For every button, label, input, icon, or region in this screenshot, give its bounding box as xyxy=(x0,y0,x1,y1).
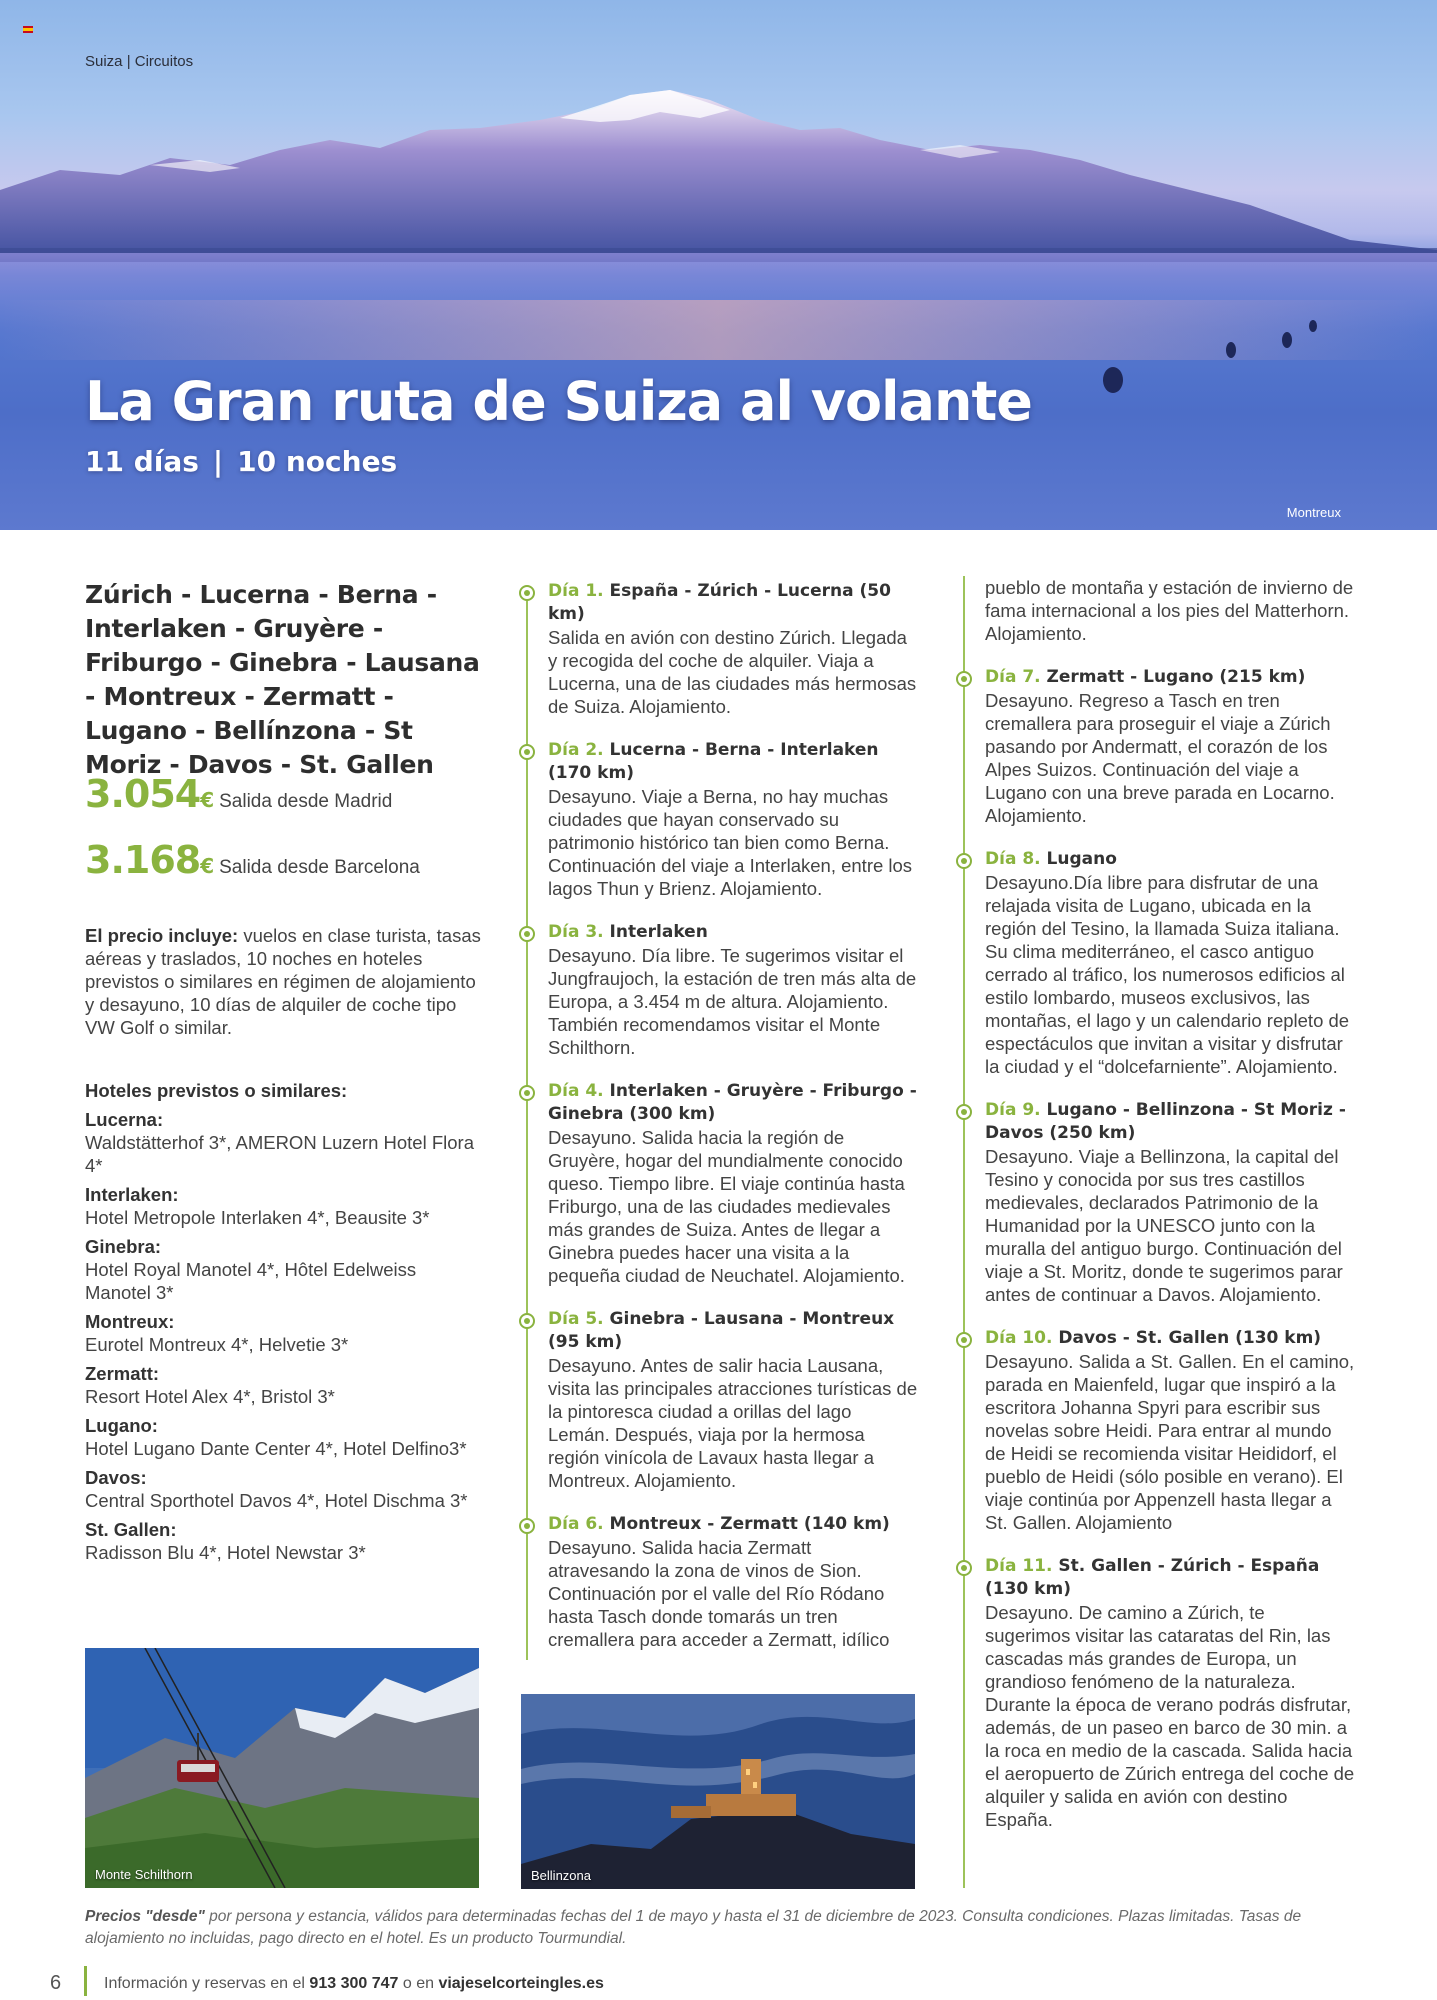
itinerary-day xyxy=(955,848,1355,1078)
day-heading xyxy=(548,580,918,626)
itinerary-day xyxy=(518,739,918,900)
itinerary-day xyxy=(518,1513,918,1651)
hotels-list xyxy=(85,1108,485,1570)
hotel-item xyxy=(85,1310,485,1356)
hotel-city: Ginebra: xyxy=(85,1236,162,1257)
hotel-names: Radisson Blu 4*, Hotel Newstar 3* xyxy=(85,1542,366,1563)
day-heading xyxy=(548,921,918,944)
itinerary-column-2 xyxy=(955,576,1355,1888)
timeline-dot-icon xyxy=(956,1104,972,1120)
day-description: Desayuno. Viaje a Berna, no hay muchas ciudades que hayan conservado su patrimonio histórico tan bien como Berna. Continuación del viaje a Interlaken, entre los lagos Thun y Brienz. Alojamiento. xyxy=(548,786,913,899)
hotel-item xyxy=(85,1108,485,1177)
website-link[interactable]: viajeselcorteingles.es xyxy=(438,1975,604,1992)
disclaimer-bold: Precios "desde" xyxy=(85,1908,205,1925)
price-includes xyxy=(85,924,485,1039)
itinerary-day xyxy=(955,1327,1355,1534)
timeline-dot-icon xyxy=(956,1332,972,1348)
day-description: Desayuno. Regreso a Tasch en tren cremallera para proseguir el viaje a Zúrich pasando por Andermatt, el corazón de los Alpes Suizos. Continuación del viaje a Lugano con una breve parada en Locarno. Alojamiento. xyxy=(985,690,1335,826)
photo-caption: Bellinzona xyxy=(531,1868,591,1883)
duration-separator: | xyxy=(212,445,224,478)
day-heading xyxy=(985,848,1355,871)
timeline-dot-icon xyxy=(956,853,972,869)
day-title: Interlaken xyxy=(609,922,708,942)
hotel-city: Lucerna: xyxy=(85,1109,164,1130)
itinerary-day xyxy=(955,666,1355,827)
hotel-names: Eurotel Montreux 4*, Helvetie 3* xyxy=(85,1334,349,1355)
hotel-item xyxy=(85,1183,485,1229)
day-title: Lugano - Bellinzona - St Moriz - Davos (250 km) xyxy=(985,1100,1346,1143)
hotel-item xyxy=(85,1518,485,1564)
hotel-names: Hotel Royal Manotel 4*, Hôtel Edelweiss Manotel 3* xyxy=(85,1259,417,1303)
page-number: 6 xyxy=(50,1972,62,1994)
day-description: Desayuno. Día libre. Te sugerimos visitar el Jungfraujoch, la estación de tren más alta de Europa, a 3.454 m de altura. Alojamiento. También recomendamos visitar el Monte Schilthorn. xyxy=(548,945,917,1058)
timeline-dot-icon xyxy=(519,744,535,760)
hero-image xyxy=(0,0,1437,530)
day-title: Lucerna - Berna - Interlaken (170 km) xyxy=(548,740,879,783)
hotel-item xyxy=(85,1362,485,1408)
day-description: Desayuno. Antes de salir hacia Lausana, visita las principales atracciones turísticas de la pintoresca ciudad a orillas del lago Lemán. Después, viaja por la hermosa región vinícola de Lavaux hasta llegar a Montreux. Alojamiento. xyxy=(548,1355,918,1491)
day-heading xyxy=(985,1099,1355,1145)
hotel-item xyxy=(85,1414,485,1460)
price-disclaimer xyxy=(85,1906,1365,1950)
day-number: Día 8. xyxy=(985,849,1041,869)
hotel-city: St. Gallen: xyxy=(85,1519,177,1540)
timeline-dot-icon xyxy=(519,1085,535,1101)
hotel-names: Waldstätterhof 3*, AMERON Luzern Hotel Flora 4* xyxy=(85,1132,474,1176)
timeline-dot-icon xyxy=(519,1518,535,1534)
itinerary-column-1 xyxy=(518,580,918,1660)
day-number: Día 4. xyxy=(548,1081,604,1101)
price-barcelona xyxy=(85,838,420,882)
hotels-heading: Hoteles previstos o similares: xyxy=(85,1080,348,1101)
hotel-city: Davos: xyxy=(85,1467,147,1488)
hotel-names: Resort Hotel Alex 4*, Bristol 3* xyxy=(85,1386,335,1407)
day-heading xyxy=(985,666,1355,689)
day-heading xyxy=(985,1327,1355,1350)
price-departure: Salida desde Madrid xyxy=(219,791,393,812)
day-description: Desayuno. Viaje a Bellinzona, la capital del Tesino y conocida por sus tres castillos medievales, declarados Patrimonio de la Humanidad por la UNESCO junto con la muralla del antiguo burgo. Continuación del viaje a St. Moritz, donde te sugerimos parar antes de continuar a Davos. Alojamiento. xyxy=(985,1146,1343,1305)
itinerary-day xyxy=(518,921,918,1059)
phone-number[interactable]: 913 300 747 xyxy=(309,1975,399,1992)
day-title: Interlaken - Gruyère - Friburgo - Ginebra (300 km) xyxy=(548,1081,917,1124)
hotel-names: Hotel Metropole Interlaken 4*, Beausite 3* xyxy=(85,1207,430,1228)
footer-divider xyxy=(84,1966,87,1996)
timeline-dot-icon xyxy=(956,671,972,687)
day-number: Día 5. xyxy=(548,1309,604,1329)
itinerary-day xyxy=(518,1080,918,1287)
day-number: Día 3. xyxy=(548,922,604,942)
day-number: Día 6. xyxy=(548,1514,604,1534)
hotel-item xyxy=(85,1466,485,1512)
day-title: Davos - St. Gallen (130 km) xyxy=(1058,1328,1322,1348)
day-number: Día 1. xyxy=(548,581,604,601)
bellinzona-photo xyxy=(521,1694,915,1889)
price-departure: Salida desde Barcelona xyxy=(219,857,420,878)
day-number: Día 11. xyxy=(985,1556,1053,1576)
route-heading: Zúrich - Lucerna - Berna - Interlaken - Gruyère - Friburgo - Ginebra - Lausana - Montreux - Zermatt - Lugano - Bellínzona - St Moriz - Davos - St. Gallen xyxy=(85,580,480,779)
timeline-dot-icon xyxy=(956,1560,972,1576)
duration-days: 11 días xyxy=(85,445,199,478)
day-number: Día 10. xyxy=(985,1328,1053,1348)
hotel-names: Central Sporthotel Davos 4*, Hotel Dischma 3* xyxy=(85,1490,468,1511)
price-amount: 3.168 xyxy=(85,838,201,882)
footer-contact xyxy=(104,1975,604,1993)
itinerary-day xyxy=(955,1555,1355,1831)
hotel-city: Lugano: xyxy=(85,1415,158,1436)
photo-caption: Monte Schilthorn xyxy=(95,1867,193,1882)
spain-flag-icon xyxy=(23,26,33,33)
hotel-city: Montreux: xyxy=(85,1311,175,1332)
day-heading xyxy=(548,1080,918,1126)
day-title: Zermatt - Lugano (215 km) xyxy=(1046,667,1306,687)
day-title: Lugano xyxy=(1046,849,1117,869)
day-description-continued: pueblo de montaña y estación de invierno de fama internacional a los pies del Matterhorn. Alojamiento. xyxy=(985,577,1354,644)
price-currency: € xyxy=(200,854,215,878)
hotel-names: Hotel Lugano Dante Center 4*, Hotel Delfino3* xyxy=(85,1438,467,1459)
hero-photo-caption: Montreux xyxy=(1286,505,1341,520)
day-description: Desayuno. Salida a St. Gallen. En el camino, parada en Maienfeld, lugar que inspiró a la escritora Johanna Spyri para escribir sus novelas sobre Heidi. Para entrar al mundo de Heidi se recomienda visitar Heididorf, el pueblo de Heidi (sólo posible en verano). El viaje continúa por Appenzell hasta llegar a St. Gallen. Alojamiento xyxy=(985,1351,1355,1533)
cable-car-landscape xyxy=(85,1648,479,1888)
breadcrumb: Suiza | Circuitos xyxy=(85,53,194,70)
trip-duration xyxy=(85,445,397,478)
price-includes-text: vuelos en clase turista, tasas aéreas y traslados, 10 noches en hoteles previstos o similares en régimen de alojamiento y desayuno, 10 días de alquiler de coche tipo VW Golf o similar. xyxy=(85,925,481,1038)
day-title: España - Zúrich - Lucerna (50 km) xyxy=(548,581,891,624)
day-description: Desayuno. De camino a Zúrich, te sugerimos visitar las cataratas del Rin, las cascadas más grandes de Europa, un grandioso fenómeno de la naturaleza. Durante la época de verano podrás disfrutar, además, de un paseo en barco de 30 min. a la roca en medio de la cascada. Salida hacia el aeropuerto de Zúrich entrega del coche de alquiler y salida en avión con destino España. xyxy=(985,1602,1355,1830)
timeline-dot-icon xyxy=(519,926,535,942)
price-madrid xyxy=(85,772,392,816)
hotel-city: Zermatt: xyxy=(85,1363,160,1384)
day-description: Desayuno. Salida hacia la región de Gruyère, hogar del mundialmente conocido queso. Tiempo libre. El viaje continúa hasta Friburgo, una de las ciudades medievales más grandes de Suiza. Antes de llegar a Ginebra puedes hacer una visita a la pequeña ciudad de Neuchatel. Alojamiento. xyxy=(548,1127,905,1286)
castle-night-landscape xyxy=(521,1694,915,1889)
day-heading xyxy=(548,1308,918,1354)
itinerary-day xyxy=(518,1308,918,1492)
day-number: Día 2. xyxy=(548,740,604,760)
day-heading xyxy=(985,1555,1355,1601)
day-description: Salida en avión con destino Zúrich. Llegada y recogida del coche de alquiler. Viaja a Lucerna, una de las ciudades más hermosas de Suiza. Alojamiento. xyxy=(548,627,917,717)
price-amount: 3.054 xyxy=(85,772,201,816)
footer-info-prefix: Información y reservas en el xyxy=(104,1975,310,1992)
page-title: La Gran ruta de Suiza al volante xyxy=(85,370,1032,433)
hotel-item xyxy=(85,1235,485,1304)
timeline-dot-icon xyxy=(519,1313,535,1329)
day-title: Montreux - Zermatt (140 km) xyxy=(609,1514,890,1534)
day-number: Día 9. xyxy=(985,1100,1041,1120)
hotel-city: Interlaken: xyxy=(85,1184,179,1205)
day-heading xyxy=(548,739,918,785)
itinerary-day xyxy=(518,580,918,718)
duration-nights: 10 noches xyxy=(237,445,398,478)
footer-info-middle: o en xyxy=(398,1975,439,1992)
day-number: Día 7. xyxy=(985,667,1041,687)
day-description: Desayuno.Día libre para disfrutar de una relajada visita de Lugano, ubicada en la región del Tesino, la llamada Suiza italiana. Su clima mediterráneo, el casco antiguo cerrado al tráfico, los numerosos edificios al estilo lombardo, museos exclusivos, las montañas, el lago y un calendario repleto de espectáculos que invitan a visitar y disfrutar la ciudad y el “dolcefarniente”. Alojamiento. xyxy=(985,872,1350,1077)
price-currency: € xyxy=(200,788,215,812)
day-title: St. Gallen - Zúrich - España (130 km) xyxy=(985,1556,1320,1599)
day-description: Desayuno. Salida hacia Zermatt atravesando la zona de vinos de Sion. Continuación por el valle del Río Ródano hasta Tasch donde tomarás un tren cremallera para acceder a Zermatt, idílico xyxy=(548,1537,890,1650)
price-includes-label: El precio incluye: xyxy=(85,925,239,946)
itinerary-day xyxy=(955,1099,1355,1306)
schilthorn-photo xyxy=(85,1648,479,1888)
day-heading xyxy=(548,1513,918,1536)
day-title: Ginebra - Lausana - Montreux (95 km) xyxy=(548,1309,895,1352)
timeline-dot-icon xyxy=(519,585,535,601)
disclaimer-text: por persona y estancia, válidos para determinadas fechas del 1 de mayo y hasta el 31 de diciembre de 2023. Consulta condiciones. Plazas limitadas. Tasas de alojamiento no incluidas, pago directo en el hotel. Es un producto Tourmundial. xyxy=(85,1908,1302,1947)
